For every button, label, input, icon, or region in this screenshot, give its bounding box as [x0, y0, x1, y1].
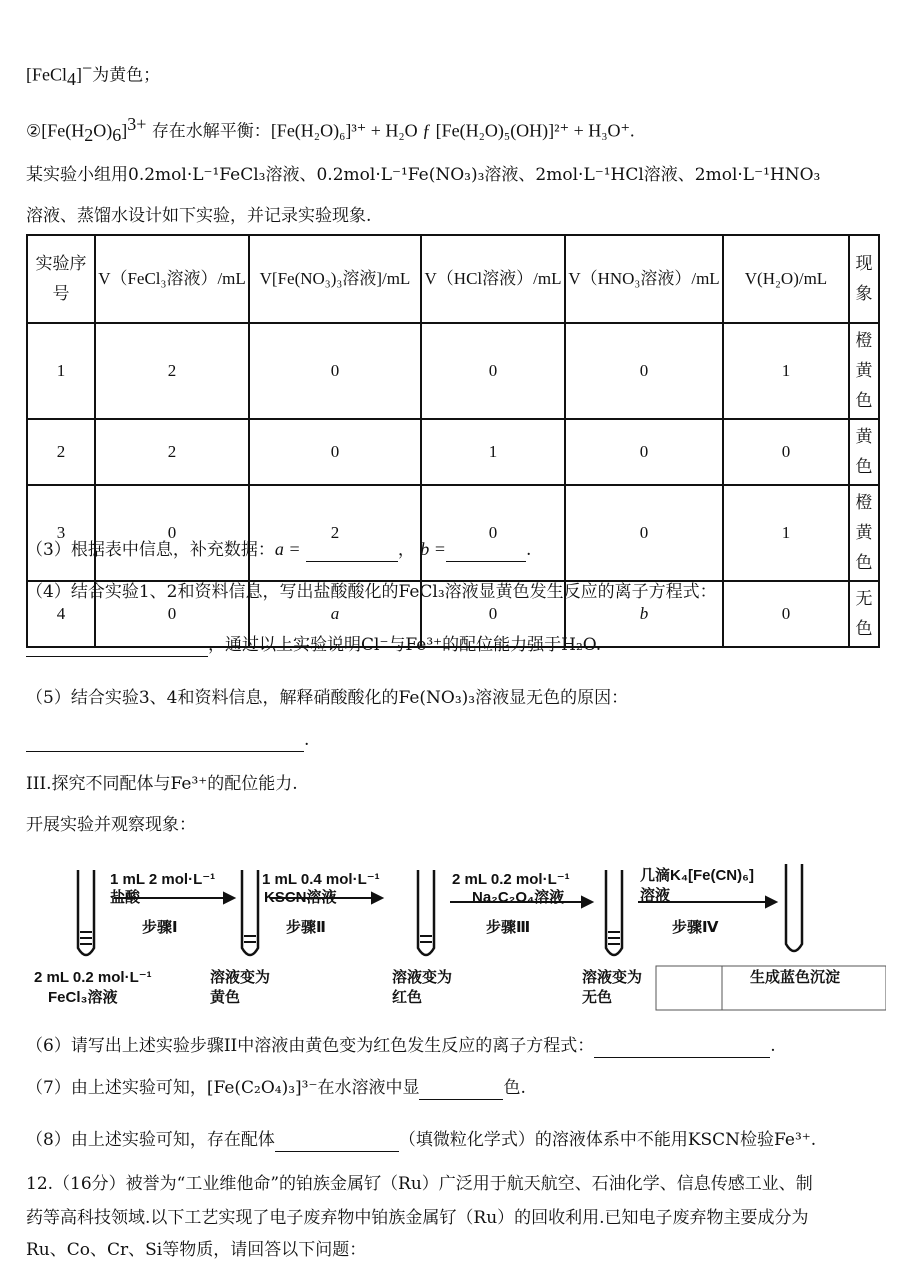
result-1-line2: 黄色	[210, 989, 241, 1006]
cell: 0	[421, 323, 565, 419]
answer-blank-b[interactable]	[446, 543, 526, 562]
cell: a	[249, 581, 421, 647]
cell: 0	[565, 323, 723, 419]
result-1-line1: 溶液变为	[210, 969, 271, 986]
cell: 2	[95, 419, 249, 485]
question-4-cont: ，通过以上实验说明Cl⁻与Fe³⁺的配位能力强于H₂O.	[26, 633, 601, 657]
header-cell: V[Fe(NO₃)₃溶液]/mL	[249, 235, 421, 323]
question-8: （8）由上述实验可知，存在配体 （填微粒化学式）的溶液体系中不能用KSCN检验Fe³⁺.	[26, 1130, 817, 1150]
table-row	[27, 323, 879, 419]
question-4: （4）结合实验1、2和资料信息，写出盐酸酸化的FeCl₃溶液显黄色发生反应的离子方程式：	[26, 582, 717, 602]
cell: 1	[723, 485, 849, 581]
cell: 0	[723, 581, 849, 647]
cell: 橙黄色	[849, 485, 879, 581]
result-4: 生成蓝色沉淀	[750, 969, 841, 986]
cell: b	[565, 581, 723, 647]
cell: 黄色	[849, 419, 879, 485]
step1-reagent-conc: 1 mL 2 mol·L⁻¹	[110, 871, 216, 888]
cell: 1	[723, 323, 849, 419]
result-2-line2: 红色	[392, 989, 423, 1006]
test-tube-4	[606, 870, 622, 955]
cell: 0	[421, 581, 565, 647]
step3-label: 步骤Ⅲ	[486, 919, 531, 936]
step3-reagent-name: Na₂C₂O₄溶液	[472, 889, 565, 906]
table-header-row	[27, 235, 879, 323]
experiment-flow-figure	[26, 840, 886, 1020]
cell: 1	[421, 419, 565, 485]
result-2-line1: 溶液变为	[392, 969, 453, 986]
cell: 0	[249, 323, 421, 419]
start-solution-name: FeCl₃溶液	[48, 989, 118, 1006]
question-7: （7）由上述实验可知，[Fe(C₂O₄)₃]³⁻在水溶液中显 色.	[26, 1078, 526, 1098]
answer-blank-q8[interactable]	[275, 1133, 399, 1152]
step2-label: 步骤Ⅱ	[286, 919, 326, 936]
test-tube-5	[786, 864, 802, 951]
table-row	[27, 485, 879, 581]
section-3-heading: III.探究不同配体与Fe³⁺的配位能力.	[26, 774, 298, 794]
cell: 0	[421, 485, 565, 581]
header-cell: 现象	[849, 235, 879, 323]
step4-label: 步骤Ⅳ	[672, 919, 719, 936]
cell: 0	[249, 419, 421, 485]
cell: 1	[27, 323, 95, 419]
cell: 0	[95, 581, 249, 647]
header-cell: V(H₂O)/mL	[723, 235, 849, 323]
question-12-line3: Ru、Co、Cr、Si等物质，请回答以下问题：	[26, 1240, 367, 1260]
question-3: （3）根据表中信息，补充数据：a = ， b = .	[26, 539, 532, 560]
cell: 3	[27, 485, 95, 581]
question-6: （6）请写出上述实验步骤II中溶液由黄色变为红色发生反应的离子方程式： .	[26, 1036, 776, 1056]
result-3-line1: 溶液变为	[582, 969, 643, 986]
question-12-line2: 药等高科技领域.以下工艺实现了电子废弃物中铂族金属钌（Ru）的回收利用.已知电子废弃物主要成分为	[26, 1208, 809, 1228]
question-5-answer: .	[26, 728, 309, 752]
start-solution-conc: 2 mL 0.2 mol·L⁻¹	[34, 969, 152, 986]
question-12-line1: 12.（16分）被誉为“工业维他命”的铂族金属钌（Ru）广泛用于航天航空、石油化学、信息传感工业、制	[26, 1174, 813, 1194]
table-row	[27, 419, 879, 485]
line-fecl4: [FeCl$_4$]−为黄色；	[26, 58, 161, 90]
step2-reagent-name: KSCN溶液	[264, 889, 337, 906]
header-cell: V（HCl溶液）/mL	[421, 235, 565, 323]
answer-blank-q4[interactable]	[26, 638, 208, 657]
answer-blank-q6[interactable]	[594, 1039, 770, 1058]
line-reagents: 某实验小组用0.2mol·L⁻¹FeCl₃溶液、0.2mol·L⁻¹Fe(NO₃)₃溶液、2mol·L⁻¹HCl溶液、2mol·L⁻¹HNO₃	[26, 165, 821, 185]
experiment-intro: 开展实验并观察现象：	[26, 815, 196, 835]
cell: 4	[27, 581, 95, 647]
step2-reagent-conc: 1 mL 0.4 mol·L⁻¹	[262, 871, 380, 888]
step1-reagent-name: 盐酸	[110, 889, 141, 906]
header-cell: 实验序号	[27, 235, 95, 323]
cell: 0	[565, 419, 723, 485]
cell: 2	[27, 419, 95, 485]
line-hydrolysis: $②[Fe(H_2O)_6]^{3+}$ 存在水解平衡：[Fe(H₂O)₆]³⁺ + H₂O ƒ [Fe(H₂O)₅(OH)]²⁺ + H₃O⁺.	[26, 114, 635, 146]
cell: 2	[249, 485, 421, 581]
question-5: （5）结合实验3、4和资料信息，解释硝酸酸化的Fe(NO₃)₃溶液显无色的原因：	[26, 688, 629, 708]
line-reagents-cont: 溶液、蒸馏水设计如下实验，并记录实验现象.	[26, 206, 372, 226]
step3-reagent-conc: 2 mL 0.2 mol·L⁻¹	[452, 871, 570, 888]
cell: 0	[565, 485, 723, 581]
cell: 橙黄色	[849, 323, 879, 419]
cell: 0	[723, 419, 849, 485]
step4-reagent-name: 几滴K₄[Fe(CN)₆]	[640, 867, 754, 884]
cell: 0	[95, 485, 249, 581]
header-cell: V（FeCl₃溶液）/mL	[95, 235, 249, 323]
header-cell: V（HNO₃溶液）/mL	[565, 235, 723, 323]
step1-label: 步骤Ⅰ	[142, 919, 178, 936]
answer-blank-a[interactable]	[306, 543, 398, 562]
result-3-line2: 无色	[582, 989, 613, 1006]
cell: 无色	[849, 581, 879, 647]
answer-blank-q7[interactable]	[419, 1081, 503, 1100]
test-tube-1	[78, 870, 94, 955]
step4-reagent-form: 溶液	[640, 887, 671, 904]
answer-blank-q5[interactable]	[26, 733, 304, 752]
cell: 2	[95, 323, 249, 419]
